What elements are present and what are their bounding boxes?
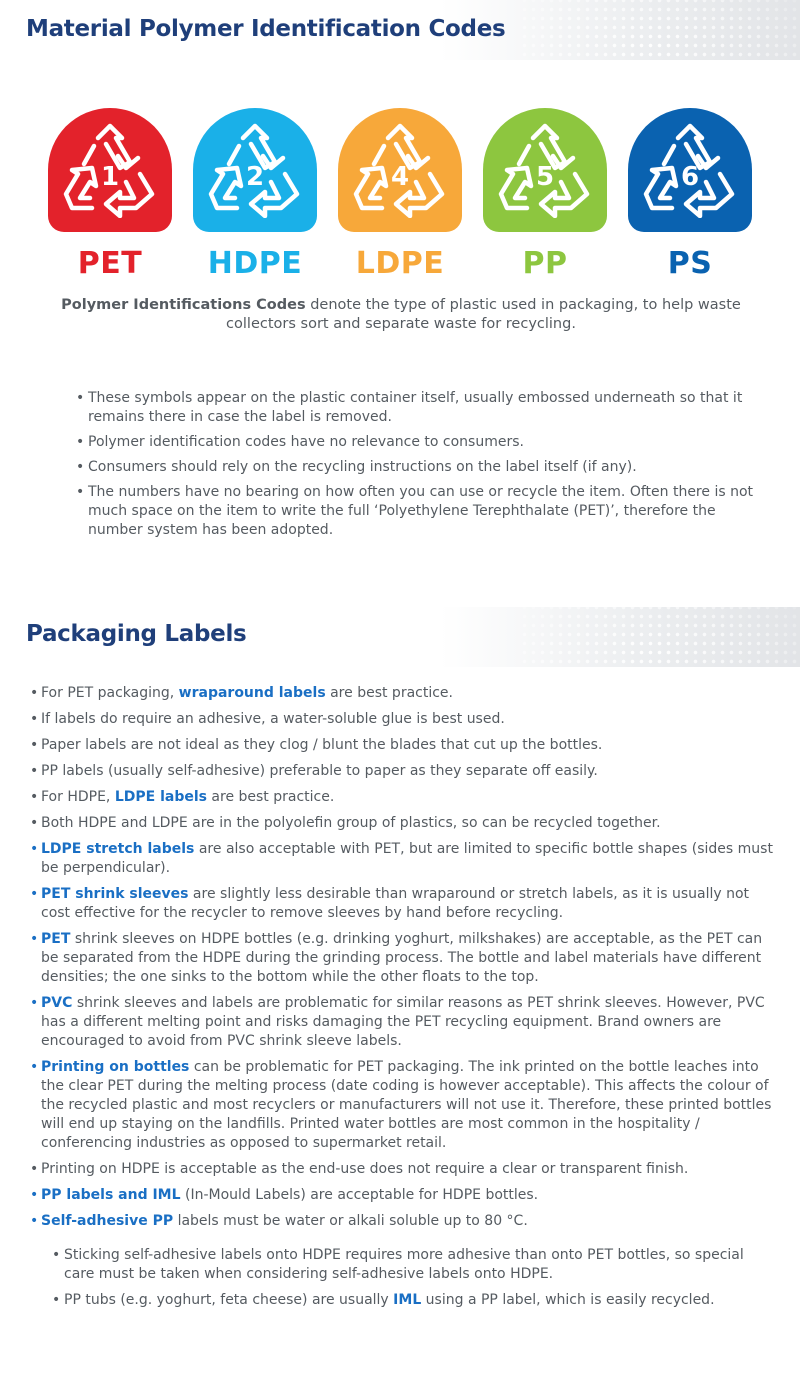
list-item: • For PET packaging, wraparound labels are best practice. <box>30 684 782 703</box>
list-item: • Both HDPE and LDPE are in the polyolefin group of plastics, so can be recycled together. <box>30 814 782 833</box>
polymer-code-ldpe <box>338 108 462 281</box>
highlighted-term: IML <box>393 1292 422 1308</box>
list-item: • These symbols appear on the plastic container itself, usually embossed underneath so that it remains there in case the label is removed. <box>76 389 756 427</box>
highlighted-term: PET shrink sleeves <box>41 886 189 902</box>
recycle-badge <box>628 108 752 232</box>
list-item: • PET shrink sleeves are slightly less desirable than wraparound or stretch labels, as it is usually not cost effective for the recycler to remove sleeves by hand before recycling. <box>30 885 782 923</box>
recycle-badge <box>193 108 317 232</box>
list-item: • Printing on HDPE is acceptable as the end-use does not require a clear or transparent finish. <box>30 1160 782 1179</box>
intro-paragraph <box>40 296 762 334</box>
polymer-code-label: HDPE <box>207 246 303 281</box>
highlighted-term: Printing on bottles <box>41 1059 190 1075</box>
recycle-triangle-icon <box>60 118 160 218</box>
code-number: 2 <box>245 162 265 192</box>
section-title-polymer-codes: Material Polymer Identification Codes <box>26 16 506 42</box>
highlighted-term: wraparound labels <box>178 685 326 701</box>
section-title-packaging-labels: Packaging Labels <box>26 621 247 647</box>
recycle-badge <box>48 108 172 232</box>
highlighted-term: PET <box>41 931 71 947</box>
list-item: • LDPE stretch labels are also acceptable with PET, but are limited to specific bottle shapes (sides must be perpendicular). <box>30 840 782 878</box>
recycle-triangle-icon <box>205 118 305 218</box>
list-item: • Polymer identification codes have no relevance to consumers. <box>76 433 756 452</box>
polymer-code-pp <box>483 108 607 281</box>
list-item: • PP labels (usually self-adhesive) preferable to paper as they separate off easily. <box>30 762 782 781</box>
self-adhesive-sub-notes <box>52 1246 772 1317</box>
intro-text: denote the type of plastic used in packaging, to help waste collectors sort and separate waste for recycling. <box>226 297 741 332</box>
polymer-code-row <box>48 108 758 288</box>
intro-bold-term: Polymer Identifications Codes <box>61 297 306 313</box>
list-item: • Paper labels are not ideal as they clog / blunt the blades that cut up the bottles. <box>30 736 782 755</box>
list-item: • PET shrink sleeves on HDPE bottles (e.g. drinking yoghurt, milkshakes) are acceptable, as the PET can be separated from the HDPE during the grinding process. The bottle and label materials have different densities; the one sinks to the bottom while the other floats to the top. <box>30 930 782 987</box>
polymer-code-label: PET <box>77 246 143 281</box>
code-number: 1 <box>100 162 120 192</box>
list-item: • If labels do require an adhesive, a water-soluble glue is best used. <box>30 710 782 729</box>
recycle-triangle-icon <box>495 118 595 218</box>
code-number: 6 <box>680 162 700 192</box>
recycle-badge <box>483 108 607 232</box>
highlighted-term: Self-adhesive PP <box>41 1213 174 1229</box>
list-item: • PP tubs (e.g. yoghurt, feta cheese) are usually IML using a PP label, which is easily recycled. <box>52 1291 772 1310</box>
code-number: 4 <box>390 162 410 192</box>
list-item: • Sticking self-adhesive labels onto HDPE requires more adhesive than onto PET bottles, so special care must be taken when considering self-adhesive labels onto HDPE. <box>52 1246 772 1284</box>
recycle-triangle-icon <box>350 118 450 218</box>
list-item: • For HDPE, LDPE labels are best practice. <box>30 788 782 807</box>
polymer-code-label: PS <box>667 246 713 281</box>
polymer-code-ps <box>628 108 752 281</box>
list-item: • PP labels and IML (In-Mould Labels) are acceptable for HDPE bottles. <box>30 1186 782 1205</box>
list-item: • PVC shrink sleeves and labels are problematic for similar reasons as PET shrink sleeves. However, PVC has a different melting point and risks damaging the PET recycling equipment. Brand owners are encouraged to avoid from PVC shrink sleeve labels. <box>30 994 782 1051</box>
highlighted-term: LDPE stretch labels <box>41 841 195 857</box>
list-item: • Consumers should rely on the recycling instructions on the label itself (if any). <box>76 458 756 477</box>
recycle-triangle-icon <box>640 118 740 218</box>
recycle-badge <box>338 108 462 232</box>
polymer-code-notes <box>76 389 756 546</box>
code-number: 5 <box>535 162 555 192</box>
highlighted-term: PVC <box>41 995 73 1011</box>
highlighted-term: LDPE labels <box>114 789 207 805</box>
highlighted-term: PP labels and IML <box>41 1187 181 1203</box>
polymer-code-pet <box>48 108 172 281</box>
polymer-code-label: LDPE <box>355 246 445 281</box>
polymer-code-label: PP <box>522 246 568 281</box>
list-item: • The numbers have no bearing on how often you can use or recycle the item. Often there is not much space on the item to write the full ‘Polyethylene Terephthalate (PET)’, therefore the number system has been adopted. <box>76 483 756 540</box>
packaging-label-notes <box>30 684 782 1238</box>
polymer-code-hdpe <box>193 108 317 281</box>
list-item: • Self-adhesive PP labels must be water or alkali soluble up to 80 °C. <box>30 1212 782 1231</box>
list-item: • Printing on bottles can be problematic for PET packaging. The ink printed on the bottle leaches into the clear PET during the melting process (date coding is however acceptable). This affects the colour of the recycled plastic and most recyclers or manufacturers will not use it. Therefore, these printed bottles will end up staying on the landfills. Printed water bottles are most common in the hospitality / conferencing industries as opposed to supermarket retail. <box>30 1058 782 1153</box>
